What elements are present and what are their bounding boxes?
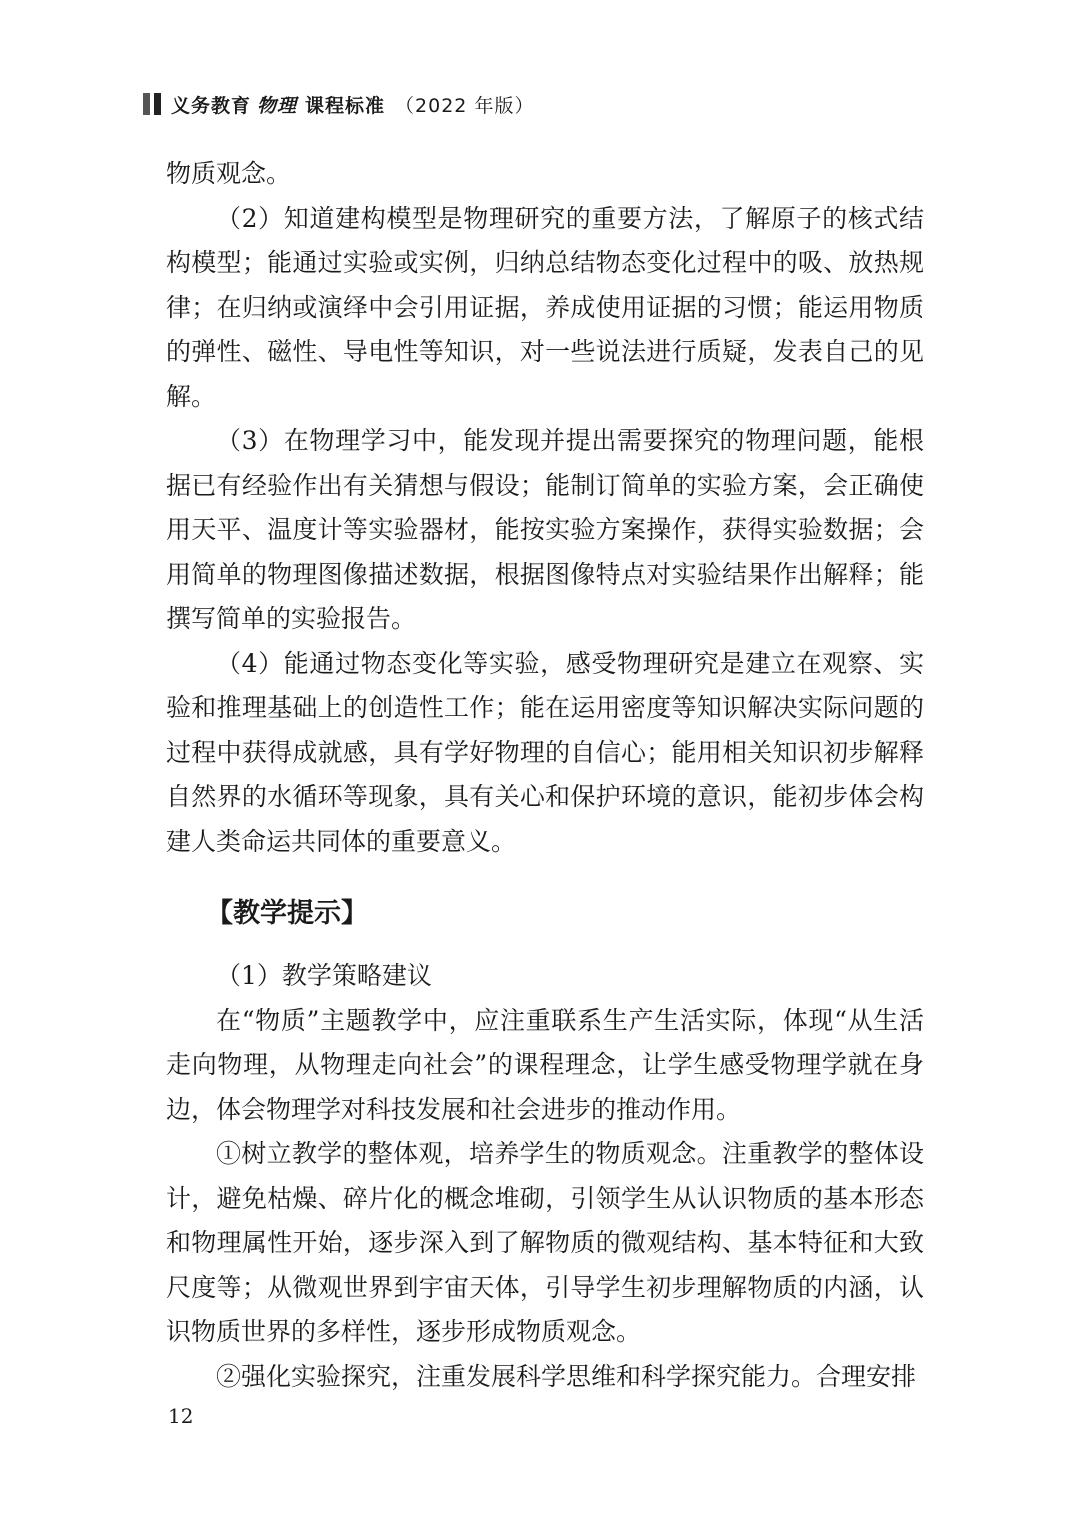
paragraph: ①树立教学的整体观，培养学生的物质观念。注重教学的整体设计，避免枯燥、碎片化的概念堆砌，引领学生从认识物质的基本形态和物理属性开始，逐步深入到了解物质的微观结构、基本特征和大致尺度等；从微观世界到宇宙天体，引导学生初步理解物质的内涵，认识物质世界的多样性，逐步形成物质观念。 xyxy=(166,1139,924,1346)
header-bar-mark-icon xyxy=(143,93,161,115)
paragraph: （4）能通过物态变化等实验，感受物理研究是建立在观察、实验和推理基础上的创造性工作；能在运用密度等知识解决实际问题的过程中获得成就感，具有学好物理的自信心；能用相关知识初步解释自然界的水循环等现象，具有关心和保护环境的意识，能初步体会构建人类命运共同体的重要意义。 xyxy=(166,648,924,856)
page-number: 12 xyxy=(168,1404,194,1428)
running-header xyxy=(143,86,534,122)
header-edition: （2022 年版） xyxy=(395,94,535,117)
header-title-part2: 课程标准 xyxy=(305,94,386,117)
page-body xyxy=(166,152,924,1399)
paragraphs-before xyxy=(166,152,924,864)
header-title-part1: 义务教育 xyxy=(171,94,252,117)
header-subject: 物理 xyxy=(257,94,298,117)
paragraphs-after xyxy=(166,954,924,1399)
paragraph: 在“物质”主题教学中，应注重联系生产生活实际，体现“从生活走向物理，从物理走向社会”的课程理念，让学生感受物理学就在身边，体会物理学对科技发展和社会进步的推动作用。 xyxy=(166,1005,924,1124)
paragraph: （2）知道建构模型是物理研究的重要方法，了解原子的核式结构模型；能通过实验或实例，归纳总结物态变化过程中的吸、放热规律；在归纳或演绎中会引用证据，养成使用证据的习惯；能运用物质的弹性、磁性、导电性等知识，对一些说法进行质疑，发表自己的见解。 xyxy=(166,203,924,411)
paragraph: 物质观念。 xyxy=(166,159,292,188)
paragraph: ②强化实验探究，注重发展科学思维和科学探究能力。合理安排 xyxy=(216,1361,917,1391)
paragraph: （3）在物理学习中，能发现并提出需要探究的物理问题，能根据已有经验作出有关猜想与假设；能制订简单的实验方案，会正确使用天平、温度计等实验器材，能按实验方案操作，获得实验数据；会用简单的物理图像描述数据，根据图像特点对实验结果作出解释；能撰写简单的实验报告。 xyxy=(166,426,924,633)
section-heading: 【教学提示】 xyxy=(206,898,368,929)
paragraph: （1）教学策略建议 xyxy=(216,961,432,990)
